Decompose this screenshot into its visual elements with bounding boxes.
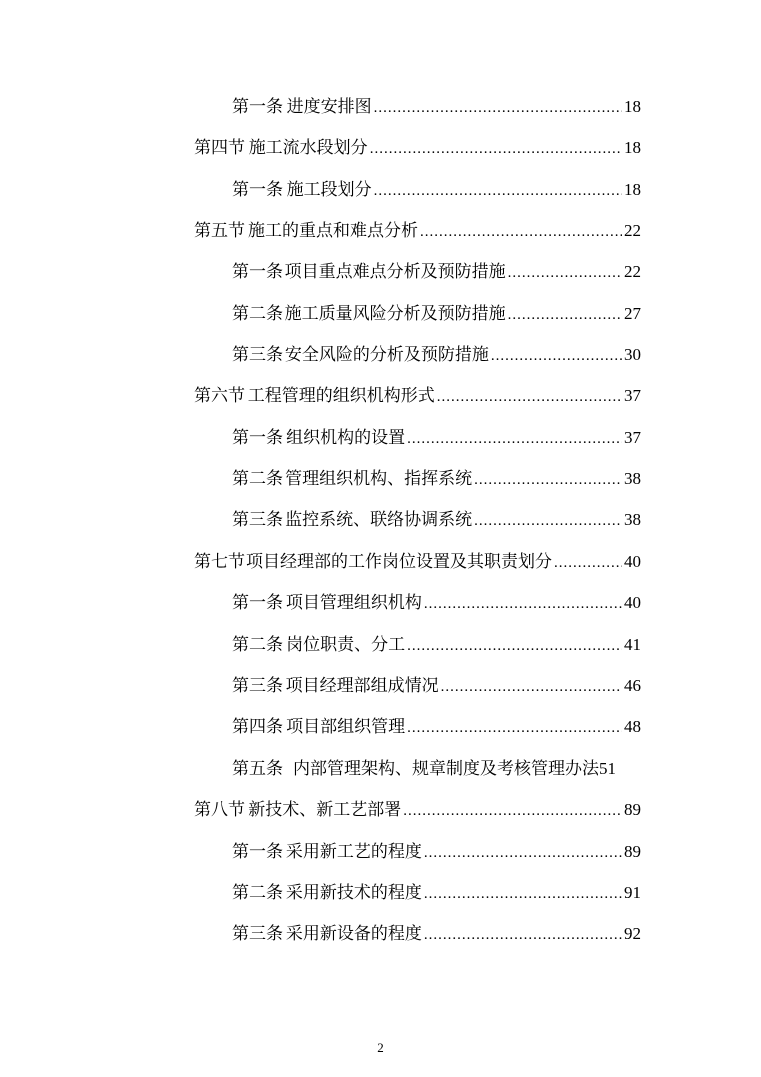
toc-entry-label: 第四节 [194, 138, 245, 158]
toc-leader-dots [407, 636, 622, 656]
toc-entry-page: 51 [599, 759, 616, 778]
toc-entry-title: 项目重点难点分析及预防措施 [284, 262, 506, 282]
toc-entry-label: 第八节 [194, 800, 245, 820]
toc-leader-dots [554, 553, 622, 573]
toc-entry-label: 第四条 [232, 717, 283, 737]
toc-entry-title: 采用新工艺的程度 [285, 842, 422, 862]
toc-entry[interactable] [194, 377, 641, 407]
toc-entry-page: 30 [624, 345, 641, 364]
toc-entry[interactable] [232, 708, 641, 738]
toc-entry-page: 40 [624, 593, 641, 612]
toc-entry-label: 第五节 [194, 221, 245, 241]
toc-leader-dots [407, 429, 622, 449]
toc-entry[interactable] [232, 88, 641, 118]
toc-entry[interactable] [232, 750, 641, 780]
toc-leader-dots [474, 470, 622, 490]
toc-entry-title: 监控系统、联络协调系统 [285, 510, 473, 530]
toc-entry-label: 第二条 [232, 469, 283, 489]
toc-leader-dots [424, 594, 622, 614]
toc-entry-title: 新技术、新工艺部署 [248, 800, 402, 820]
toc-entry-page: 46 [624, 676, 641, 695]
toc-entry-label: 第三条 [232, 510, 283, 530]
toc-leader-dots [508, 305, 622, 325]
toc-entry-label: 第六节 [194, 386, 245, 406]
toc-entry-label: 第五条 [232, 759, 283, 779]
toc-entry[interactable] [194, 543, 641, 573]
toc-entry-page: 18 [624, 138, 641, 157]
toc-entry-label: 第三条 [232, 924, 283, 944]
toc-entry-label: 第一条 [232, 180, 283, 200]
toc-entry-page: 37 [624, 428, 641, 447]
toc-entry[interactable] [232, 626, 641, 656]
toc-leader-dots [424, 925, 622, 945]
toc-entry[interactable] [232, 295, 641, 325]
toc-entry-title: 项目经理部组成情况 [285, 676, 439, 696]
toc-entry-label: 第二条 [232, 883, 283, 903]
toc-entry-page: 22 [624, 262, 641, 281]
toc-entry-title: 采用新设备的程度 [285, 924, 422, 944]
toc-entry-title: 安全风险的分析及预防措施 [284, 345, 489, 365]
toc-leader-dots [508, 263, 622, 283]
toc-entry-label: 第一条 [232, 842, 283, 862]
toc-entry-title: 施工质量风险分析及预防措施 [284, 304, 506, 324]
toc-entry-label: 第一条 [232, 593, 283, 613]
toc-entry[interactable] [232, 171, 641, 201]
toc-entry-page: 38 [624, 469, 641, 488]
toc-entry[interactable] [232, 667, 641, 697]
toc-entry-label: 第三条 [232, 676, 283, 696]
toc-entry-title: 内部管理架构、规章制度及考核管理办法 [293, 759, 599, 779]
toc-entry-title: 施工的重点和难点分析 [247, 221, 418, 241]
toc-entry-page: 18 [624, 180, 641, 199]
toc-entry-label: 第二条 [232, 304, 283, 324]
toc-entry[interactable] [232, 460, 641, 490]
toc-entry-label: 第一条 [232, 262, 283, 282]
toc-entry[interactable] [232, 501, 641, 531]
toc-entry-title: 岗位职责、分工 [286, 635, 406, 655]
toc-leader-dots [374, 98, 622, 118]
toc-leader-dots [441, 677, 622, 697]
toc-entry-page: 92 [624, 924, 641, 943]
toc-leader-dots [407, 718, 622, 738]
toc-entry-label: 第二条 [232, 635, 283, 655]
toc-entry[interactable] [232, 915, 641, 945]
toc-entry-label: 第一条 [232, 97, 283, 117]
toc-leader-dots [424, 843, 622, 863]
toc-entry-title: 进度安排图 [286, 97, 372, 117]
toc-entry-page: 41 [624, 635, 641, 654]
toc-entry[interactable] [194, 212, 641, 242]
toc-entry[interactable] [194, 791, 641, 821]
toc-entry[interactable] [232, 336, 641, 366]
toc-entry-title: 施工段划分 [286, 180, 372, 200]
toc-entry-title: 项目经理部的工作岗位设置及其职责划分 [246, 552, 552, 572]
toc-entry-page: 37 [624, 386, 641, 405]
toc-entry-title: 管理组织机构、指挥系统 [285, 469, 473, 489]
toc-entry-page: 40 [624, 552, 641, 571]
toc-entry-title: 工程管理的组织机构形式 [247, 386, 435, 406]
toc-entry-page: 89 [624, 842, 641, 861]
toc-entry-label: 第三条 [232, 345, 283, 365]
toc-leader-dots [424, 884, 622, 904]
toc-entry[interactable] [232, 419, 641, 449]
toc-entry[interactable] [232, 833, 641, 863]
toc-entry-label: 第一条 [232, 428, 283, 448]
toc-entry-page: 27 [624, 304, 641, 323]
toc-entry-title: 项目管理组织机构 [285, 593, 422, 613]
toc-entry-page: 38 [624, 510, 641, 529]
toc-leader-dots [374, 181, 622, 201]
toc-leader-dots [437, 387, 622, 407]
toc-entry-page: 89 [624, 800, 641, 819]
toc-leader-dots [420, 222, 622, 242]
toc-leader-dots [474, 511, 622, 531]
toc-entry[interactable] [232, 584, 641, 614]
toc-leader-dots [403, 801, 622, 821]
toc-entry[interactable] [194, 129, 641, 159]
toc-entry-title: 项目部组织管理 [286, 717, 406, 737]
toc-entry-page: 22 [624, 221, 641, 240]
toc-entry-title: 组织机构的设置 [286, 428, 406, 448]
toc-leader-dots [370, 139, 622, 159]
toc-entry-title: 施工流水段划分 [248, 138, 368, 158]
toc-entry[interactable] [232, 253, 641, 283]
toc-entry-page: 18 [624, 97, 641, 116]
toc-entry[interactable] [232, 874, 641, 904]
toc-entry-page: 91 [624, 883, 641, 902]
toc-entry-label: 第七节 [194, 552, 245, 572]
page-number: 2 [377, 1040, 384, 1055]
toc-entry-title: 采用新技术的程度 [285, 883, 422, 903]
toc-leader-dots [491, 346, 622, 366]
toc-entry-page: 48 [624, 717, 641, 736]
